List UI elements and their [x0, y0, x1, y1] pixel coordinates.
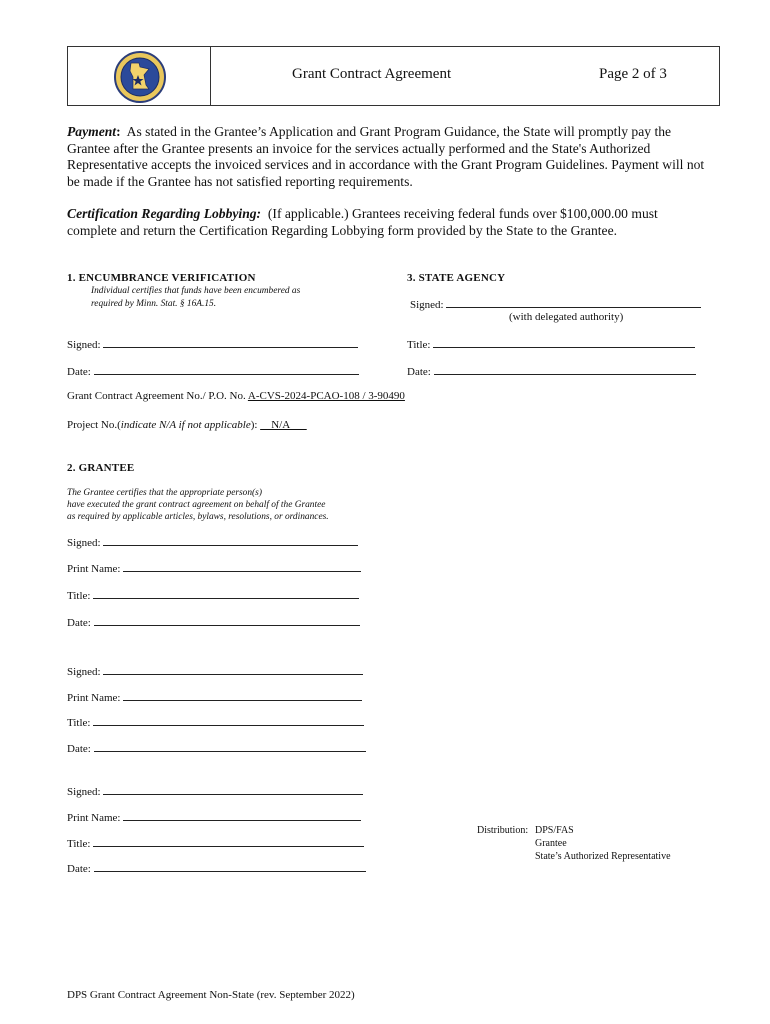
grantee2-title-row	[67, 716, 364, 729]
project-label-suffix: ):	[250, 419, 258, 431]
grantee-note-2: have executed the grant contract agreement on behalf of the Grantee	[67, 500, 326, 510]
grantee3-printname-row	[67, 811, 361, 824]
grantee2-title-line[interactable]	[93, 716, 364, 726]
grantee1-printname-label: Print Name:	[67, 563, 121, 575]
grantee3-date-line[interactable]	[94, 862, 366, 872]
grantee2-signed-row	[67, 665, 363, 678]
grantee3-printname-label: Print Name:	[67, 812, 121, 824]
grantee2-printname-row	[67, 691, 362, 704]
grantee-note-3: as required by applicable articles, bylaws, resolutions, or ordinances.	[67, 512, 329, 522]
grantee2-date-line[interactable]	[94, 742, 366, 752]
grantee1-title-row	[67, 589, 359, 602]
grantee3-date-row	[67, 862, 366, 875]
project-label-italic: indicate N/A if not applicable	[120, 419, 251, 431]
grantee1-printname-line[interactable]	[123, 562, 361, 572]
grantee-note-1: The Grantee certifies that the appropriate person(s)	[67, 488, 262, 498]
grantee1-signed-row	[67, 536, 358, 549]
grantee1-signed-label: Signed:	[67, 537, 101, 549]
grantee1-date-label: Date:	[67, 617, 91, 629]
grantee3-date-label: Date:	[67, 863, 91, 875]
grantee1-date-row	[67, 616, 360, 629]
encumbrance-note-2: required by Minn. Stat. § 16A.15.	[91, 299, 217, 309]
grantee3-title-row	[67, 837, 364, 850]
payment-paragraph: Payment: As stated in the Grantee’s Application and Grant Program Guidance, the State will promptly pay the Grantee after the Grantee presents an invoice for the services actually performed and the State's Authorized Representative accepts the invoiced services and in accordance with the Grant Program Guidelines. Payment will not be made if the Grantee has not satisfied reporting requirements.	[67, 124, 705, 189]
distribution-item: Grantee	[535, 838, 567, 849]
state-agency-title-label: Title:	[407, 339, 431, 351]
state-agency-authority: (with delegated authority)	[509, 311, 624, 323]
contract-number-label: Grant Contract Agreement No./ P.O. No.	[67, 390, 246, 402]
grantee3-title-line[interactable]	[93, 837, 364, 847]
document-title: Grant Contract Agreement	[292, 66, 452, 82]
state-agency-date-label: Date:	[407, 366, 431, 378]
grantee2-signed-line[interactable]	[103, 665, 363, 675]
state-agency-date-line[interactable]	[434, 365, 696, 375]
distribution-label: Distribution:	[477, 825, 529, 836]
header-divider	[210, 47, 211, 105]
encumbrance-date-label: Date:	[67, 366, 91, 378]
encumbrance-heading: 1. ENCUMBRANCE VERIFICATION	[67, 272, 256, 284]
grantee3-printname-line[interactable]	[123, 811, 361, 821]
encumbrance-signed-row	[67, 338, 358, 351]
distribution-item: DPS/FAS	[535, 825, 574, 836]
grantee2-title-label: Title:	[67, 717, 91, 729]
grantee1-title-label: Title:	[67, 590, 91, 602]
state-agency-title-line[interactable]	[433, 338, 695, 348]
grantee3-signed-label: Signed:	[67, 786, 101, 798]
grantee2-printname-line[interactable]	[123, 691, 362, 701]
state-agency-signed-row	[410, 298, 701, 311]
encumbrance-note-1: Individual certifies that funds have been encumbered as	[91, 286, 301, 296]
state-seal-icon	[111, 51, 169, 103]
grantee1-signed-line[interactable]	[103, 536, 358, 546]
grantee2-signed-label: Signed:	[67, 666, 101, 678]
project-label-prefix: Project No.(	[67, 419, 121, 431]
encumbrance-date-line[interactable]	[94, 365, 359, 375]
lobbying-text: (If applicable.) Grantees receiving federal funds over $100,000.00 must complete and return the Certification Regarding Lobbying form provided by the State to the Grantee.	[67, 206, 658, 238]
state-agency-signed-line[interactable]	[446, 298, 701, 308]
grantee3-title-label: Title:	[67, 838, 91, 850]
grantee2-printname-label: Print Name:	[67, 692, 121, 704]
grantee3-signed-row	[67, 785, 363, 798]
contract-number-value: A-CVS-2024-PCAO-108 / 3-90490	[247, 390, 405, 402]
payment-text: As stated in the Grantee’s Application and Grant Program Guidance, the State will promptly pay the Grantee after the Grantee presents an invoice for the services actually performed and the State's Authorized Representative accepts the invoiced services and in accordance with the Grant Program Guidelines. Payment will not be made if the Grantee has not satisfied reporting requirements.	[67, 124, 705, 189]
lobbying-paragraph	[67, 206, 707, 239]
distribution-item: State’s Authorized Representative	[535, 851, 671, 862]
project-number-value: __N/A___	[260, 419, 307, 431]
grantee2-date-label: Date:	[67, 743, 91, 755]
grantee2-date-row	[67, 742, 366, 755]
encumbrance-signed-label: Signed:	[67, 339, 101, 351]
state-agency-date-row	[407, 365, 696, 378]
grantee-heading: 2. GRANTEE	[67, 462, 135, 474]
state-agency-heading: 3. STATE AGENCY	[407, 272, 506, 284]
state-agency-title-row	[407, 338, 695, 351]
footer-text: DPS Grant Contract Agreement Non-State (rev. September 2022)	[67, 989, 355, 1001]
encumbrance-signed-line[interactable]	[103, 338, 358, 348]
grantee1-printname-row	[67, 562, 361, 575]
contract-number-row	[67, 390, 405, 402]
grantee1-date-line[interactable]	[94, 616, 360, 626]
grantee3-signed-line[interactable]	[103, 785, 363, 795]
encumbrance-date-row	[67, 365, 359, 378]
header-table	[67, 46, 720, 106]
page-number: Page 2 of 3	[599, 66, 667, 82]
grantee1-title-line[interactable]	[93, 589, 359, 599]
lobbying-label: Certification Regarding Lobbying:	[67, 206, 262, 221]
payment-label: Payment	[67, 124, 117, 139]
project-number-row	[67, 419, 307, 431]
state-agency-signed-label: Signed:	[410, 299, 444, 311]
